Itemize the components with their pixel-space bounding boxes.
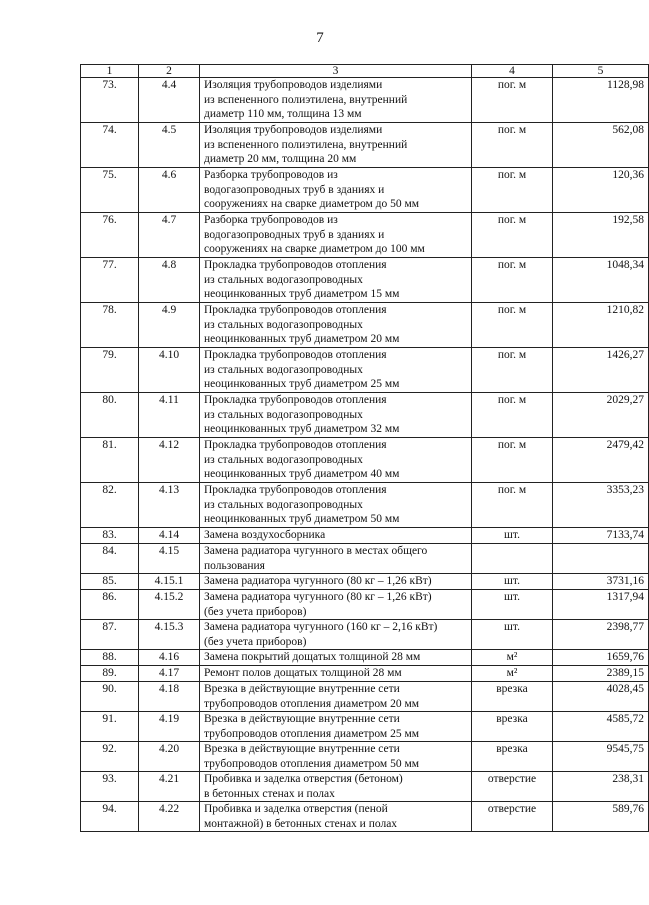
work-description: Пробивка и заделка отверстия (пеной монтажной) в бетонных стенах и полах: [200, 802, 472, 832]
work-description: Изоляция трубопроводов изделиями из вспененного полиэтилена, внутренний диаметр 20 мм, толщина 20 мм: [200, 123, 472, 168]
item-code: 4.22: [139, 802, 200, 832]
unit-of-measure: врезка: [472, 742, 553, 772]
price-value: 7133,74: [553, 528, 649, 544]
row-number: 78.: [81, 303, 139, 348]
row-number: 87.: [81, 620, 139, 650]
item-code: 4.10: [139, 348, 200, 393]
table-row: [81, 544, 649, 574]
price-value: 3353,23: [553, 483, 649, 528]
price-table: [80, 64, 649, 832]
table-row: [81, 483, 649, 528]
work-description: Прокладка трубопроводов отопления из стальных водогазопроводных неоцинкованных труб диаметром 50 мм: [200, 483, 472, 528]
work-description: Разборка трубопроводов из водогазопроводных труб в зданиях и сооружениях на сварке диаметром до 50 мм: [200, 168, 472, 213]
work-description: Замена радиатора чугунного в местах общего пользования: [200, 544, 472, 574]
row-number: 86.: [81, 590, 139, 620]
item-code: 4.4: [139, 78, 200, 123]
work-description: Разборка трубопроводов из водогазопроводных труб в зданиях и сооружениях на сварке диаметром до 100 мм: [200, 213, 472, 258]
row-number: 84.: [81, 544, 139, 574]
unit-of-measure: пог. м: [472, 438, 553, 483]
row-number: 89.: [81, 666, 139, 682]
item-code: 4.20: [139, 742, 200, 772]
price-value: 1317,94: [553, 590, 649, 620]
table-row: [81, 438, 649, 483]
unit-of-measure: пог. м: [472, 168, 553, 213]
price-value: 1128,98: [553, 78, 649, 123]
column-header-2: 2: [139, 65, 200, 78]
unit-of-measure: пог. м: [472, 348, 553, 393]
column-header-3: 3: [200, 65, 472, 78]
row-number: 88.: [81, 650, 139, 666]
item-code: 4.16: [139, 650, 200, 666]
row-number: 79.: [81, 348, 139, 393]
price-value: 2389,15: [553, 666, 649, 682]
unit-of-measure: отверстие: [472, 802, 553, 832]
column-header-5: 5: [553, 65, 649, 78]
table-row: [81, 574, 649, 590]
price-value: 562,08: [553, 123, 649, 168]
work-description: Врезка в действующие внутренние сети трубопроводов отопления диаметром 20 мм: [200, 682, 472, 712]
price-value: 589,76: [553, 802, 649, 832]
unit-of-measure: отверстие: [472, 772, 553, 802]
unit-of-measure: шт.: [472, 528, 553, 544]
unit-of-measure: м²: [472, 666, 553, 682]
price-value: 192,58: [553, 213, 649, 258]
unit-of-measure: врезка: [472, 682, 553, 712]
row-number: 77.: [81, 258, 139, 303]
work-description: Замена воздухосборника: [200, 528, 472, 544]
table-row: [81, 528, 649, 544]
table-row: [81, 258, 649, 303]
unit-of-measure: пог. м: [472, 393, 553, 438]
row-number: 93.: [81, 772, 139, 802]
unit-of-measure: шт.: [472, 620, 553, 650]
unit-of-measure: пог. м: [472, 78, 553, 123]
unit-of-measure: шт.: [472, 590, 553, 620]
column-header-4: 4: [472, 65, 553, 78]
price-value: 238,31: [553, 772, 649, 802]
work-description: Врезка в действующие внутренние сети трубопроводов отопления диаметром 25 мм: [200, 712, 472, 742]
table-row: [81, 168, 649, 213]
item-code: 4.8: [139, 258, 200, 303]
table-row: [81, 772, 649, 802]
unit-of-measure: м²: [472, 650, 553, 666]
price-value: [553, 544, 649, 574]
row-number: 81.: [81, 438, 139, 483]
table-row: [81, 666, 649, 682]
price-value: 2029,27: [553, 393, 649, 438]
work-description: Изоляция трубопроводов изделиями из вспененного полиэтилена, внутренний диаметр 110 мм, толщина 13 мм: [200, 78, 472, 123]
price-value: 3731,16: [553, 574, 649, 590]
work-description: Замена покрытий дощатых толщиной 28 мм: [200, 650, 472, 666]
row-number: 82.: [81, 483, 139, 528]
table-row: [81, 78, 649, 123]
row-number: 94.: [81, 802, 139, 832]
page-number: 7: [316, 30, 324, 46]
work-description: Прокладка трубопроводов отопления из стальных водогазопроводных неоцинкованных труб диаметром 40 мм: [200, 438, 472, 483]
work-description: Замена радиатора чугунного (80 кг – 1,26 кВт) (без учета приборов): [200, 590, 472, 620]
unit-of-measure: врезка: [472, 712, 553, 742]
item-code: 4.17: [139, 666, 200, 682]
item-code: 4.18: [139, 682, 200, 712]
item-code: 4.14: [139, 528, 200, 544]
table-row: [81, 742, 649, 772]
item-code: 4.13: [139, 483, 200, 528]
item-code: 4.9: [139, 303, 200, 348]
price-value: 1426,27: [553, 348, 649, 393]
item-code: 4.11: [139, 393, 200, 438]
row-number: 85.: [81, 574, 139, 590]
unit-of-measure: [472, 544, 553, 574]
work-description: Прокладка трубопроводов отопления из стальных водогазопроводных неоцинкованных труб диаметром 32 мм: [200, 393, 472, 438]
table-row: [81, 213, 649, 258]
table-row: [81, 712, 649, 742]
price-value: 4585,72: [553, 712, 649, 742]
row-number: 92.: [81, 742, 139, 772]
item-code: 4.6: [139, 168, 200, 213]
row-number: 75.: [81, 168, 139, 213]
work-description: Прокладка трубопроводов отопления из стальных водогазопроводных неоцинкованных труб диаметром 25 мм: [200, 348, 472, 393]
price-value: 2398,77: [553, 620, 649, 650]
item-code: 4.19: [139, 712, 200, 742]
unit-of-measure: шт.: [472, 574, 553, 590]
work-description: Пробивка и заделка отверстия (бетоном) в бетонных стенах и полах: [200, 772, 472, 802]
row-number: 83.: [81, 528, 139, 544]
row-number: 76.: [81, 213, 139, 258]
item-code: 4.21: [139, 772, 200, 802]
unit-of-measure: пог. м: [472, 258, 553, 303]
price-value: 9545,75: [553, 742, 649, 772]
price-value: 4028,45: [553, 682, 649, 712]
table-row: [81, 650, 649, 666]
price-value: 120,36: [553, 168, 649, 213]
price-value: 2479,42: [553, 438, 649, 483]
item-code: 4.12: [139, 438, 200, 483]
unit-of-measure: пог. м: [472, 123, 553, 168]
row-number: 91.: [81, 712, 139, 742]
unit-of-measure: пог. м: [472, 213, 553, 258]
table-row: [81, 590, 649, 620]
work-description: Ремонт полов дощатых толщиной 28 мм: [200, 666, 472, 682]
unit-of-measure: пог. м: [472, 483, 553, 528]
work-description: Прокладка трубопроводов отопления из стальных водогазопроводных неоцинкованных труб диаметром 15 мм: [200, 258, 472, 303]
work-description: Прокладка трубопроводов отопления из стальных водогазопроводных неоцинкованных труб диаметром 20 мм: [200, 303, 472, 348]
item-code: 4.15: [139, 544, 200, 574]
item-code: 4.15.1: [139, 574, 200, 590]
row-number: 73.: [81, 78, 139, 123]
table-row: [81, 303, 649, 348]
item-code: 4.7: [139, 213, 200, 258]
price-value: 1659,76: [553, 650, 649, 666]
work-description: Врезка в действующие внутренние сети трубопроводов отопления диаметром 50 мм: [200, 742, 472, 772]
price-value: 1210,82: [553, 303, 649, 348]
work-description: Замена радиатора чугунного (80 кг – 1,26 кВт): [200, 574, 472, 590]
table-row: [81, 802, 649, 832]
row-number: 90.: [81, 682, 139, 712]
work-description: Замена радиатора чугунного (160 кг – 2,16 кВт) (без учета приборов): [200, 620, 472, 650]
item-code: 4.5: [139, 123, 200, 168]
table-row: [81, 123, 649, 168]
table-header-row: [81, 65, 649, 78]
item-code: 4.15.2: [139, 590, 200, 620]
row-number: 74.: [81, 123, 139, 168]
price-value: 1048,34: [553, 258, 649, 303]
item-code: 4.15.3: [139, 620, 200, 650]
row-number: 80.: [81, 393, 139, 438]
table-row: [81, 682, 649, 712]
table-row: [81, 393, 649, 438]
table-row: [81, 348, 649, 393]
unit-of-measure: пог. м: [472, 303, 553, 348]
column-header-1: 1: [81, 65, 139, 78]
table-row: [81, 620, 649, 650]
